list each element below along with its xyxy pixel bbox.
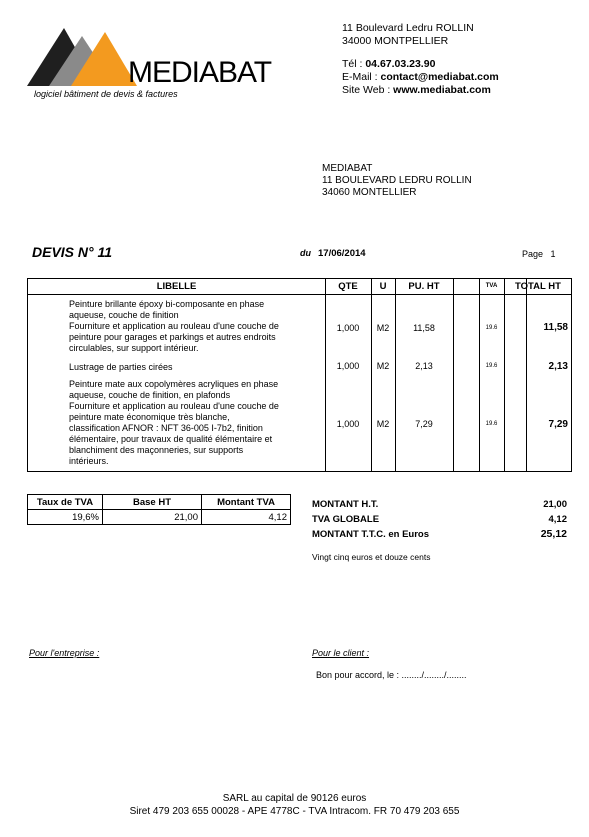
document-title: DEVIS N° 11 xyxy=(32,244,113,260)
logo-tagline: logiciel bâtiment de devis & factures xyxy=(34,89,178,99)
row-unit: M2 xyxy=(376,419,390,429)
agreement-line: Bon pour accord, le : ......../......../........ xyxy=(316,670,467,680)
sender-email xyxy=(342,71,499,84)
page-value: 1 xyxy=(550,249,556,259)
column-header-tva: TVA xyxy=(485,283,498,289)
row-tva: 19.6 xyxy=(485,363,498,369)
recipient-name: MEDIABAT xyxy=(322,163,373,174)
sender-address-line1: 11 Boulevard Ledru ROLLIN xyxy=(342,22,474,34)
description-line: aqueuse, couche de finition, en plafonds xyxy=(69,390,231,400)
description-line: Peinture mate aux copolymères acryliques en phase xyxy=(69,379,279,389)
logo-wordmark: MEDIABAT xyxy=(128,56,272,89)
legal-footer xyxy=(0,792,589,818)
document-date: 17/06/2014 xyxy=(318,248,366,259)
row-unit-price: 2,13 xyxy=(415,361,433,371)
description-line: aqueuse, couche de finition xyxy=(69,310,179,320)
column-header-total: TOTAL HT xyxy=(515,281,561,292)
vat-header-rate: Taux de TVA xyxy=(28,495,103,510)
total-tva-label: TVA GLOBALE xyxy=(312,514,380,525)
total-tva-value: 4,12 xyxy=(548,514,567,525)
vat-base: 21,00 xyxy=(103,510,202,525)
page-label: Page xyxy=(522,249,544,259)
date-prefix: du xyxy=(300,248,311,258)
description-line: Fourniture et application au rouleau d'une couche de xyxy=(69,321,279,331)
description-line: intérieurs. xyxy=(69,456,109,466)
row-unit-price: 7,29 xyxy=(415,419,433,429)
web-value[interactable]: www.mediabat.com xyxy=(393,84,491,96)
signature-client-label: Pour le client : xyxy=(312,648,370,658)
recipient-address: 11 BOULEVARD LEDRU ROLLIN xyxy=(322,175,472,186)
email-label: E-Mail : xyxy=(342,71,378,83)
row-tva: 19.6 xyxy=(485,325,498,331)
total-ttc-label: MONTANT T.T.C. en Euros xyxy=(312,529,429,540)
phone-value: 04.67.03.23.90 xyxy=(365,58,436,70)
column-header-u: U xyxy=(379,281,387,292)
row-total: 2,13 xyxy=(548,361,568,372)
footer-registration: Siret 479 203 655 00028 - APE 4778C - TVA Intracom. FR 70 479 203 655 xyxy=(129,806,460,817)
description-line: élémentaire, pour travaux de qualité élémentaire et xyxy=(69,434,273,444)
vat-header-base: Base HT xyxy=(103,495,202,510)
page-number xyxy=(522,249,556,259)
row-qte: 1,000 xyxy=(336,323,360,333)
column-header-qte: QTE xyxy=(338,281,358,292)
description-line: blanchiment des maçonneries, sur supports xyxy=(69,445,244,455)
vat-summary-table xyxy=(27,494,291,528)
description-line: peinture mate économique très blanche, xyxy=(69,412,230,422)
signature-company-label: Pour l'entreprise : xyxy=(29,648,100,658)
vat-rate: 19,6% xyxy=(28,510,103,525)
email-value[interactable]: contact@mediabat.com xyxy=(380,71,499,83)
row-description xyxy=(69,299,305,354)
recipient-city: 34060 MONTELLIER xyxy=(322,187,417,198)
phone-label: Tél : xyxy=(342,58,363,70)
line-items-table xyxy=(27,278,572,472)
description-line: peinture pour garages et parkings et autres endroits xyxy=(69,332,276,342)
description-line: circulables, sur support intérieur. xyxy=(69,343,199,353)
sender-website xyxy=(342,84,499,97)
row-description xyxy=(69,379,305,467)
vat-header-amount: Montant TVA xyxy=(202,495,291,510)
row-tva: 19.6 xyxy=(485,421,498,427)
row-total: 11,58 xyxy=(543,322,568,333)
description-line: classification AFNOR : NFT 36-005 I-7b2, finition xyxy=(69,423,263,433)
footer-capital: SARL au capital de 90126 euros xyxy=(222,793,367,804)
vat-amount: 4,12 xyxy=(202,510,291,525)
recipient-address-block xyxy=(322,163,472,199)
total-ht-value: 21,00 xyxy=(543,499,567,510)
sender-phone xyxy=(342,58,499,71)
description-line: Fourniture et application au rouleau d'une couche de xyxy=(69,401,279,411)
web-label: Site Web : xyxy=(342,84,391,96)
row-description xyxy=(69,362,305,373)
row-total: 7,29 xyxy=(548,419,568,430)
total-ttc-value: 25,12 xyxy=(540,528,567,540)
column-header-pu: PU. HT xyxy=(408,281,440,292)
column-header-libelle: LIBELLE xyxy=(156,281,197,292)
row-qte: 1,000 xyxy=(336,419,360,429)
row-unit: M2 xyxy=(376,361,390,371)
sender-address-line2: 34000 MONTPELLIER xyxy=(342,35,449,47)
row-qte: 1,000 xyxy=(336,361,360,371)
row-unit: M2 xyxy=(376,323,390,333)
row-unit-price: 11,58 xyxy=(413,323,435,333)
description-line: Lustrage de parties cirées xyxy=(69,362,173,372)
description-line: Peinture brillante époxy bi-composante en phase xyxy=(69,299,265,309)
total-ht-label: MONTANT H.T. xyxy=(312,499,379,510)
amount-in-words: Vingt cinq euros et douze cents xyxy=(312,552,431,562)
sender-address-block xyxy=(342,22,499,97)
